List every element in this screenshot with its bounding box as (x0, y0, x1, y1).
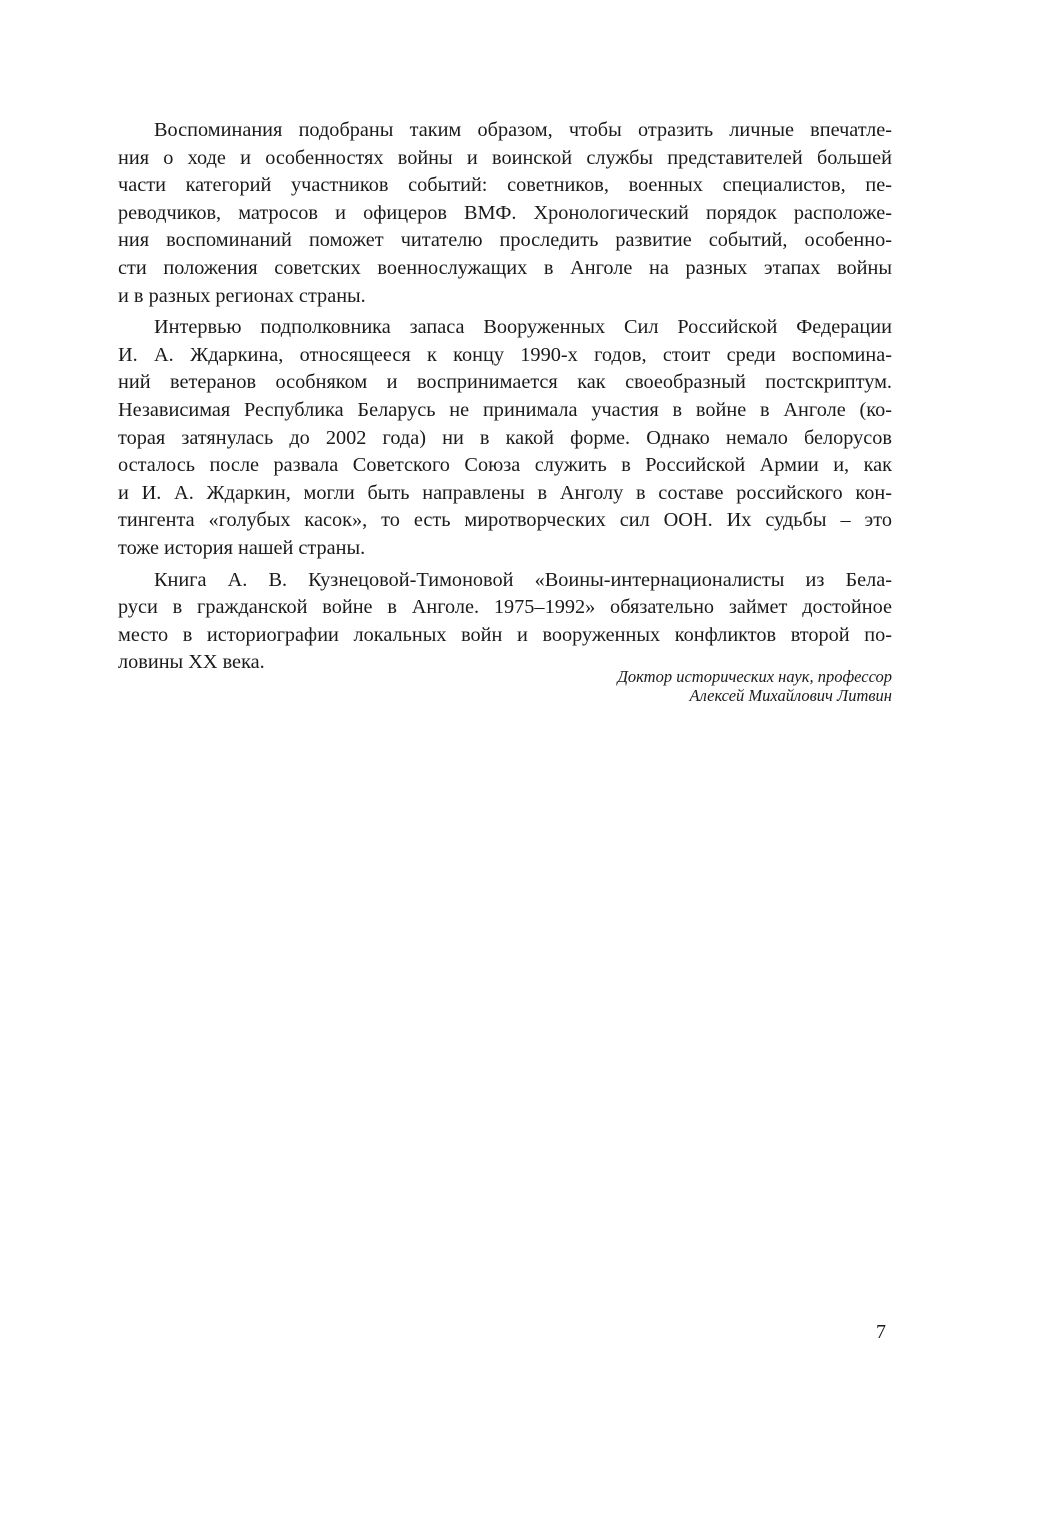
text-line: сти положения советских военнослужащих в Анголе на разных этапах войны (118, 256, 892, 279)
author-signature (617, 667, 892, 705)
page-number: 7 (876, 1321, 886, 1343)
text-line: ловины XX века. (118, 651, 265, 674)
text-line: ния о ходе и особенностях войны и воинской службы представителей большей (118, 146, 892, 169)
text-line: и в разных регионах страны. (118, 284, 366, 307)
text-line: Интервью подполковника запаса Вооруженных Сил Российской Федерации (154, 316, 892, 339)
text-line: руси в гражданской войне в Анголе. 1975–1992» обязательно займет достойное (118, 596, 892, 619)
paragraph-2 (118, 314, 892, 562)
text-line: Книга А. В. Кузнецовой-Тимоновой «Воины-интернационалисты из Бела- (154, 568, 892, 591)
signature-title: Доктор исторических наук, профессор (617, 667, 892, 686)
text-line: тоже история нашей страны. (118, 536, 366, 559)
paragraph-1 (118, 117, 892, 310)
text-line: ния воспоминаний поможет читателю проследить развитие событий, особенно- (118, 229, 892, 252)
text-line: И. А. Ждаркина, относящееся к концу 1990-х годов, стоит среди воспомина- (118, 343, 892, 366)
paragraph-3 (118, 567, 892, 677)
text-line: Независимая Республика Беларусь не принимала участия в войне в Анголе (ко- (118, 398, 892, 421)
signature-name: Алексей Михайлович Литвин (689, 686, 892, 705)
text-line: торая затянулась до 2002 года) ни в какой форме. Однако немало белорусов (118, 426, 892, 449)
text-line: части категорий участников событий: советников, военных специалистов, пе- (118, 174, 892, 197)
text-line: и И. А. Ждаркин, могли быть направлены в Анголу в составе российского кон- (118, 481, 892, 504)
text-line: место в историографии локальных войн и вооруженных конфликтов второй по- (118, 623, 892, 646)
body-text (118, 117, 892, 681)
text-line: ний ветеранов особняком и воспринимается как своеобразный постскриптум. (118, 371, 892, 394)
text-line: осталось после развала Советского Союза служить в Российской Армии и, как (118, 454, 892, 477)
text-line: Воспоминания подобраны таким образом, чтобы отразить личные впечатле- (154, 119, 892, 141)
text-line: тингента «голубых касок», то есть миротворческих сил ООН. Их судьбы – это (118, 509, 892, 532)
text-line: реводчиков, матросов и офицеров ВМФ. Хронологический порядок расположе- (118, 201, 892, 224)
